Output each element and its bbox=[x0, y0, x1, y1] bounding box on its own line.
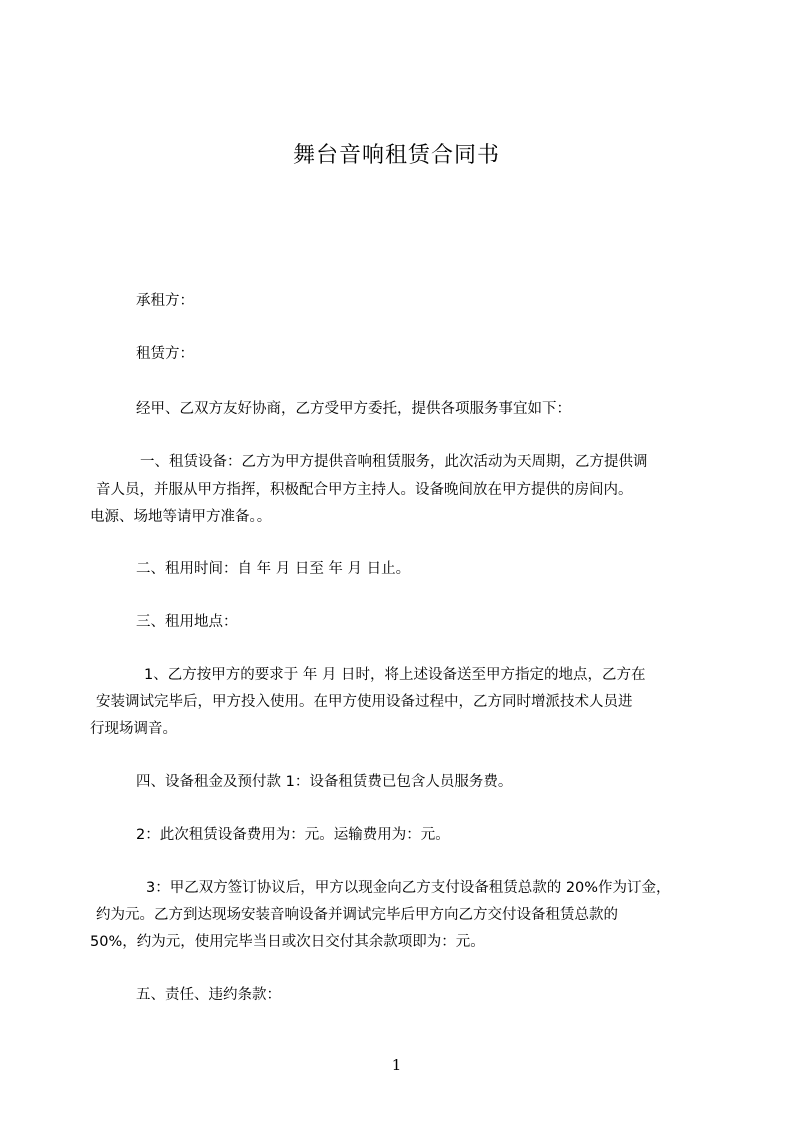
clause-3-1-line-2: 安装调试完毕后，甲方投入使用。在甲方使用设备过程中，乙方同时增派技术人员进 bbox=[96, 694, 633, 710]
clause-3-1-line-1: 1、乙方按甲方的要求于 年 月 日时，将上述设备送至甲方指定的地点，乙方在 bbox=[144, 667, 646, 683]
clause-4-3-line-1: 3：甲乙双方签订协议后，甲方以现金向乙方支付设备租赁总款的 20%作为订金， bbox=[146, 880, 671, 896]
clause-1-line-2: 音人员，并服从甲方指挥，积极配合甲方主持人。设备晚间放在甲方提供的房间内。 bbox=[96, 482, 633, 498]
page-number: 1 bbox=[391, 1056, 402, 1074]
clause-1-line-1: 一、租赁设备：乙方为甲方提供音响租赁服务，此次活动为天周期，乙方提供调 bbox=[140, 454, 648, 470]
lessee-line: 承租方： bbox=[136, 293, 194, 309]
clause-3-1-line-3: 行现场调音。 bbox=[90, 721, 177, 737]
contract-title: 舞台音响租赁合同书 bbox=[292, 143, 500, 168]
clause-2-line: 二、租用时间：自 年 月 日至 年 月 日止。 bbox=[136, 561, 411, 577]
clause-1-line-3: 电源、场地等请甲方准备。。 bbox=[90, 509, 272, 525]
clause-4-2-line: 2：此次租赁设备费用为：元。运输费用为：元。 bbox=[136, 827, 450, 843]
clause-4-3-line-2: 约为元。乙方到达现场安装音响设备并调试完毕后甲方向乙方交付设备租赁总款的 bbox=[96, 907, 618, 923]
clause-3-line: 三、租用地点： bbox=[136, 614, 238, 630]
intro-line: 经甲、乙双方友好协商，乙方受甲方委托，提供各项服务事宜如下： bbox=[136, 401, 571, 417]
clause-5-line: 五、责任、违约条款： bbox=[136, 987, 281, 1003]
clause-4-3-line-3: 50%，约为元，使用完毕当日或次日交付其余款项即为：元。 bbox=[90, 934, 485, 950]
clause-4-line: 四、设备租金及预付款 1：设备租赁费已包含人员服务费。 bbox=[136, 774, 513, 790]
lessor-line: 租赁方： bbox=[136, 346, 194, 362]
